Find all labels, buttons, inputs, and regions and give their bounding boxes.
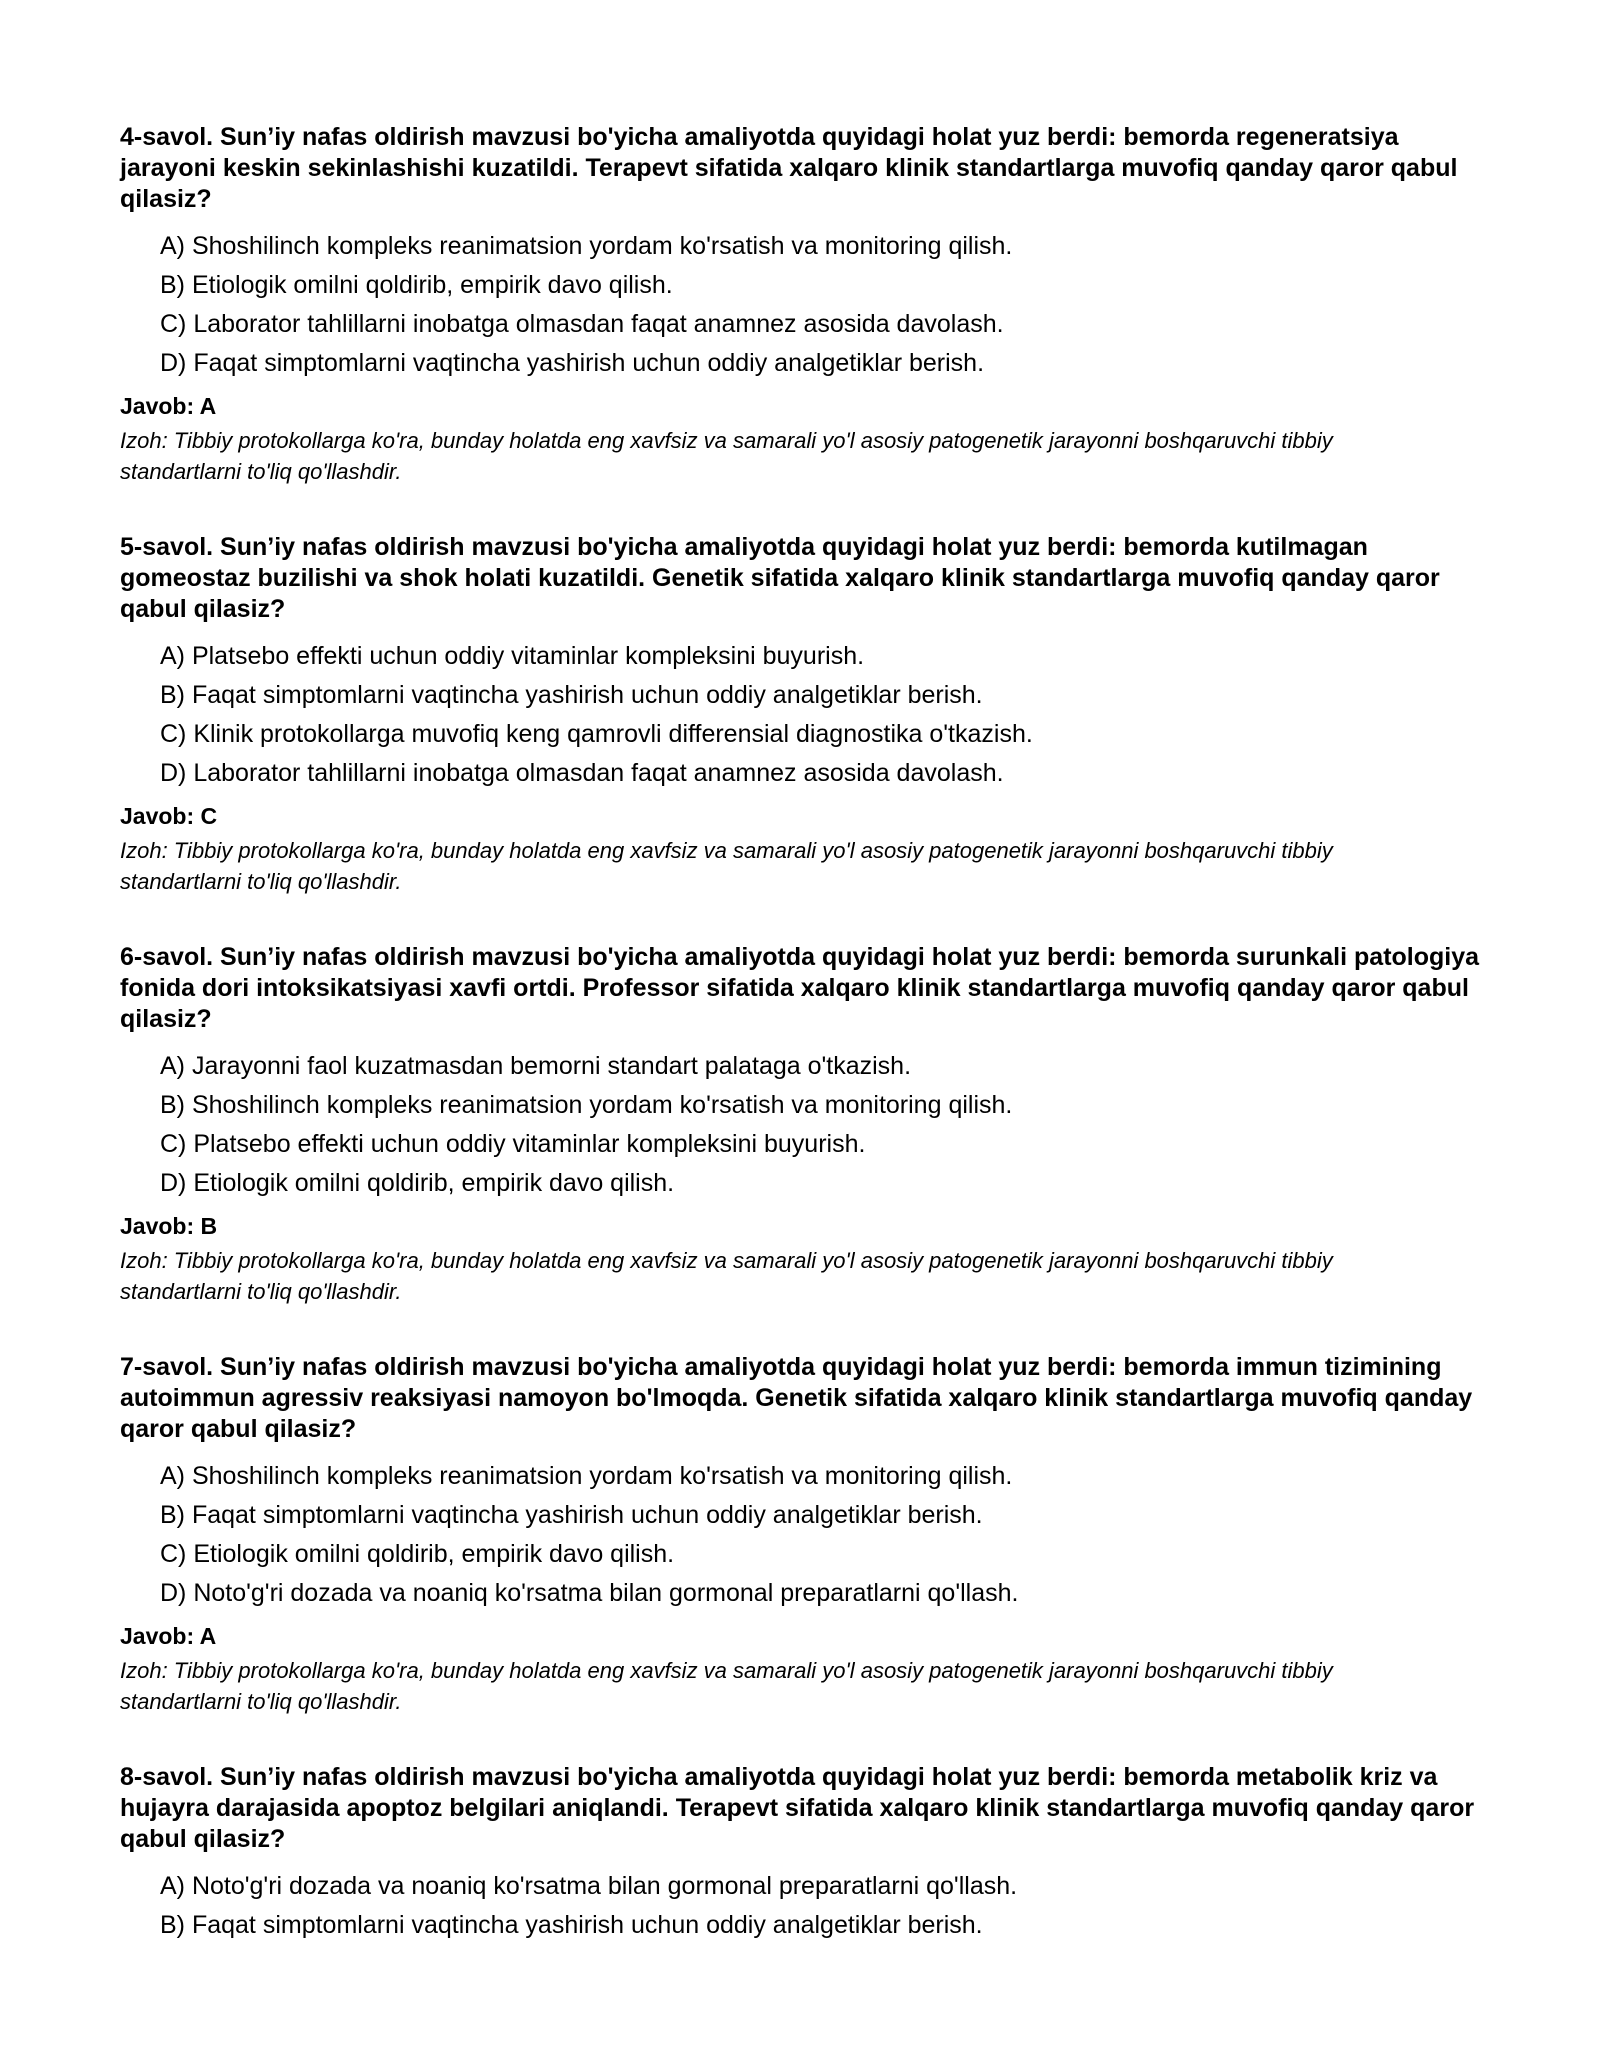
question-text: 7-savol. Sun’iy nafas oldirish mavzusi bo'yicha amaliyotda quyidagi holat yuz berdi: bemorda immun tizimining autoimmun agressiv reaksiyasi namoyon bo'lmoqda. Genetik sifatida xalqaro klinik standartlarga muvofiq qanday qaror qabul qilasiz? — [120, 1353, 1473, 1443]
question-text: 6-savol. Sun’iy nafas oldirish mavzusi bo'yicha amaliyotda quyidagi holat yuz berdi: bemorda surunkali patologiya fonida dori intoksikatsiyasi xavfi ortdi. Professor sifatida xalqaro klinik standartlarga muvofiq qanday qaror qabul qilasiz? — [120, 943, 1480, 1033]
answer-label: Javob: B — [120, 1213, 218, 1239]
question-block — [120, 942, 1480, 1307]
answer-label: Javob: A — [120, 1623, 217, 1649]
option-c: C) Etiologik omilni qoldirib, empirik davo qilish. — [160, 1540, 675, 1568]
question-block — [120, 1762, 1480, 1945]
options-list — [120, 227, 1480, 383]
question-text: 5-savol. Sun’iy nafas oldirish mavzusi bo'yicha amaliyotda quyidagi holat yuz berdi: bemorda kutilmagan gomeostaz buzilishi va shok holati kuzatildi. Genetik sifatida xalqaro klinik standartlarga muvofiq qanday qaror qabul qilasiz? — [120, 533, 1440, 623]
question-block — [120, 532, 1480, 897]
explanation-note: Izoh: Tibbiy protokollarga ko'ra, bunday holatda eng xavfsiz va samarali yo'l asosiy patogenetik jarayonni boshqaruvchi tibbiy standartlarni to'liq qo'llashdir. — [120, 428, 1333, 484]
question-text: 8-savol. Sun’iy nafas oldirish mavzusi bo'yicha amaliyotda quyidagi holat yuz berdi: bemorda metabolik kriz va hujayra darajasida apoptoz belgilari aniqlandi. Terapevt sifatida xalqaro klinik standartlarga muvofiq qanday qaror qabul qilasiz? — [120, 1763, 1475, 1853]
options-list — [120, 637, 1480, 793]
option-d: D) Laborator tahlillarni inobatga olmasdan faqat anamnez asosida davolash. — [160, 759, 1004, 787]
answer-label: Javob: C — [120, 803, 218, 829]
question-block — [120, 1352, 1480, 1717]
option-b: B) Faqat simptomlarni vaqtincha yashirish uchun oddiy analgetiklar berish. — [160, 1911, 983, 1939]
option-d: D) Noto'g'ri dozada va noaniq ko'rsatma bilan gormonal preparatlarni qo'llash. — [160, 1579, 1019, 1607]
explanation-note: Izoh: Tibbiy protokollarga ko'ra, bunday holatda eng xavfsiz va samarali yo'l asosiy patogenetik jarayonni boshqaruvchi tibbiy standartlarni to'liq qo'llashdir. — [120, 838, 1333, 894]
options-list — [120, 1457, 1480, 1613]
option-d: D) Etiologik omilni qoldirib, empirik davo qilish. — [160, 1169, 675, 1197]
option-a: A) Jarayonni faol kuzatmasdan bemorni standart palataga o'tkazish. — [160, 1052, 912, 1080]
option-b: B) Faqat simptomlarni vaqtincha yashirish uchun oddiy analgetiklar berish. — [160, 681, 983, 709]
option-b: B) Faqat simptomlarni vaqtincha yashirish uchun oddiy analgetiklar berish. — [160, 1501, 983, 1529]
options-list — [120, 1047, 1480, 1203]
question-block — [120, 122, 1480, 487]
explanation-note: Izoh: Tibbiy protokollarga ko'ra, bunday holatda eng xavfsiz va samarali yo'l asosiy patogenetik jarayonni boshqaruvchi tibbiy standartlarni to'liq qo'llashdir. — [120, 1248, 1333, 1304]
option-c: C) Platsebo effekti uchun oddiy vitaminlar kompleksini buyurish. — [160, 1130, 866, 1158]
document-page — [120, 122, 1480, 1990]
option-a: A) Shoshilinch kompleks reanimatsion yordam ko'rsatish va monitoring qilish. — [160, 232, 1013, 260]
option-c: C) Laborator tahlillarni inobatga olmasdan faqat anamnez asosida davolash. — [160, 310, 1004, 338]
option-a: A) Shoshilinch kompleks reanimatsion yordam ko'rsatish va monitoring qilish. — [160, 1462, 1013, 1490]
option-b: B) Shoshilinch kompleks reanimatsion yordam ko'rsatish va monitoring qilish. — [160, 1091, 1013, 1119]
options-list — [120, 1867, 1480, 1945]
option-d: D) Faqat simptomlarni vaqtincha yashirish uchun oddiy analgetiklar berish. — [160, 349, 985, 377]
question-text: 4-savol. Sun’iy nafas oldirish mavzusi bo'yicha amaliyotda quyidagi holat yuz berdi: bemorda regeneratsiya jarayoni keskin sekinlashishi kuzatildi. Terapevt sifatida xalqaro klinik standartlarga muvofiq qanday qaror qabul qilasiz? — [120, 123, 1458, 213]
explanation-note: Izoh: Tibbiy protokollarga ko'ra, bunday holatda eng xavfsiz va samarali yo'l asosiy patogenetik jarayonni boshqaruvchi tibbiy standartlarni to'liq qo'llashdir. — [120, 1658, 1333, 1714]
option-b: B) Etiologik omilni qoldirib, empirik davo qilish. — [160, 271, 673, 299]
option-a: A) Noto'g'ri dozada va noaniq ko'rsatma bilan gormonal preparatlarni qo'llash. — [160, 1872, 1018, 1900]
option-a: A) Platsebo effekti uchun oddiy vitaminlar kompleksini buyurish. — [160, 642, 865, 670]
answer-label: Javob: A — [120, 393, 217, 419]
option-c: C) Klinik protokollarga muvofiq keng qamrovli differensial diagnostika o'tkazish. — [160, 720, 1033, 748]
